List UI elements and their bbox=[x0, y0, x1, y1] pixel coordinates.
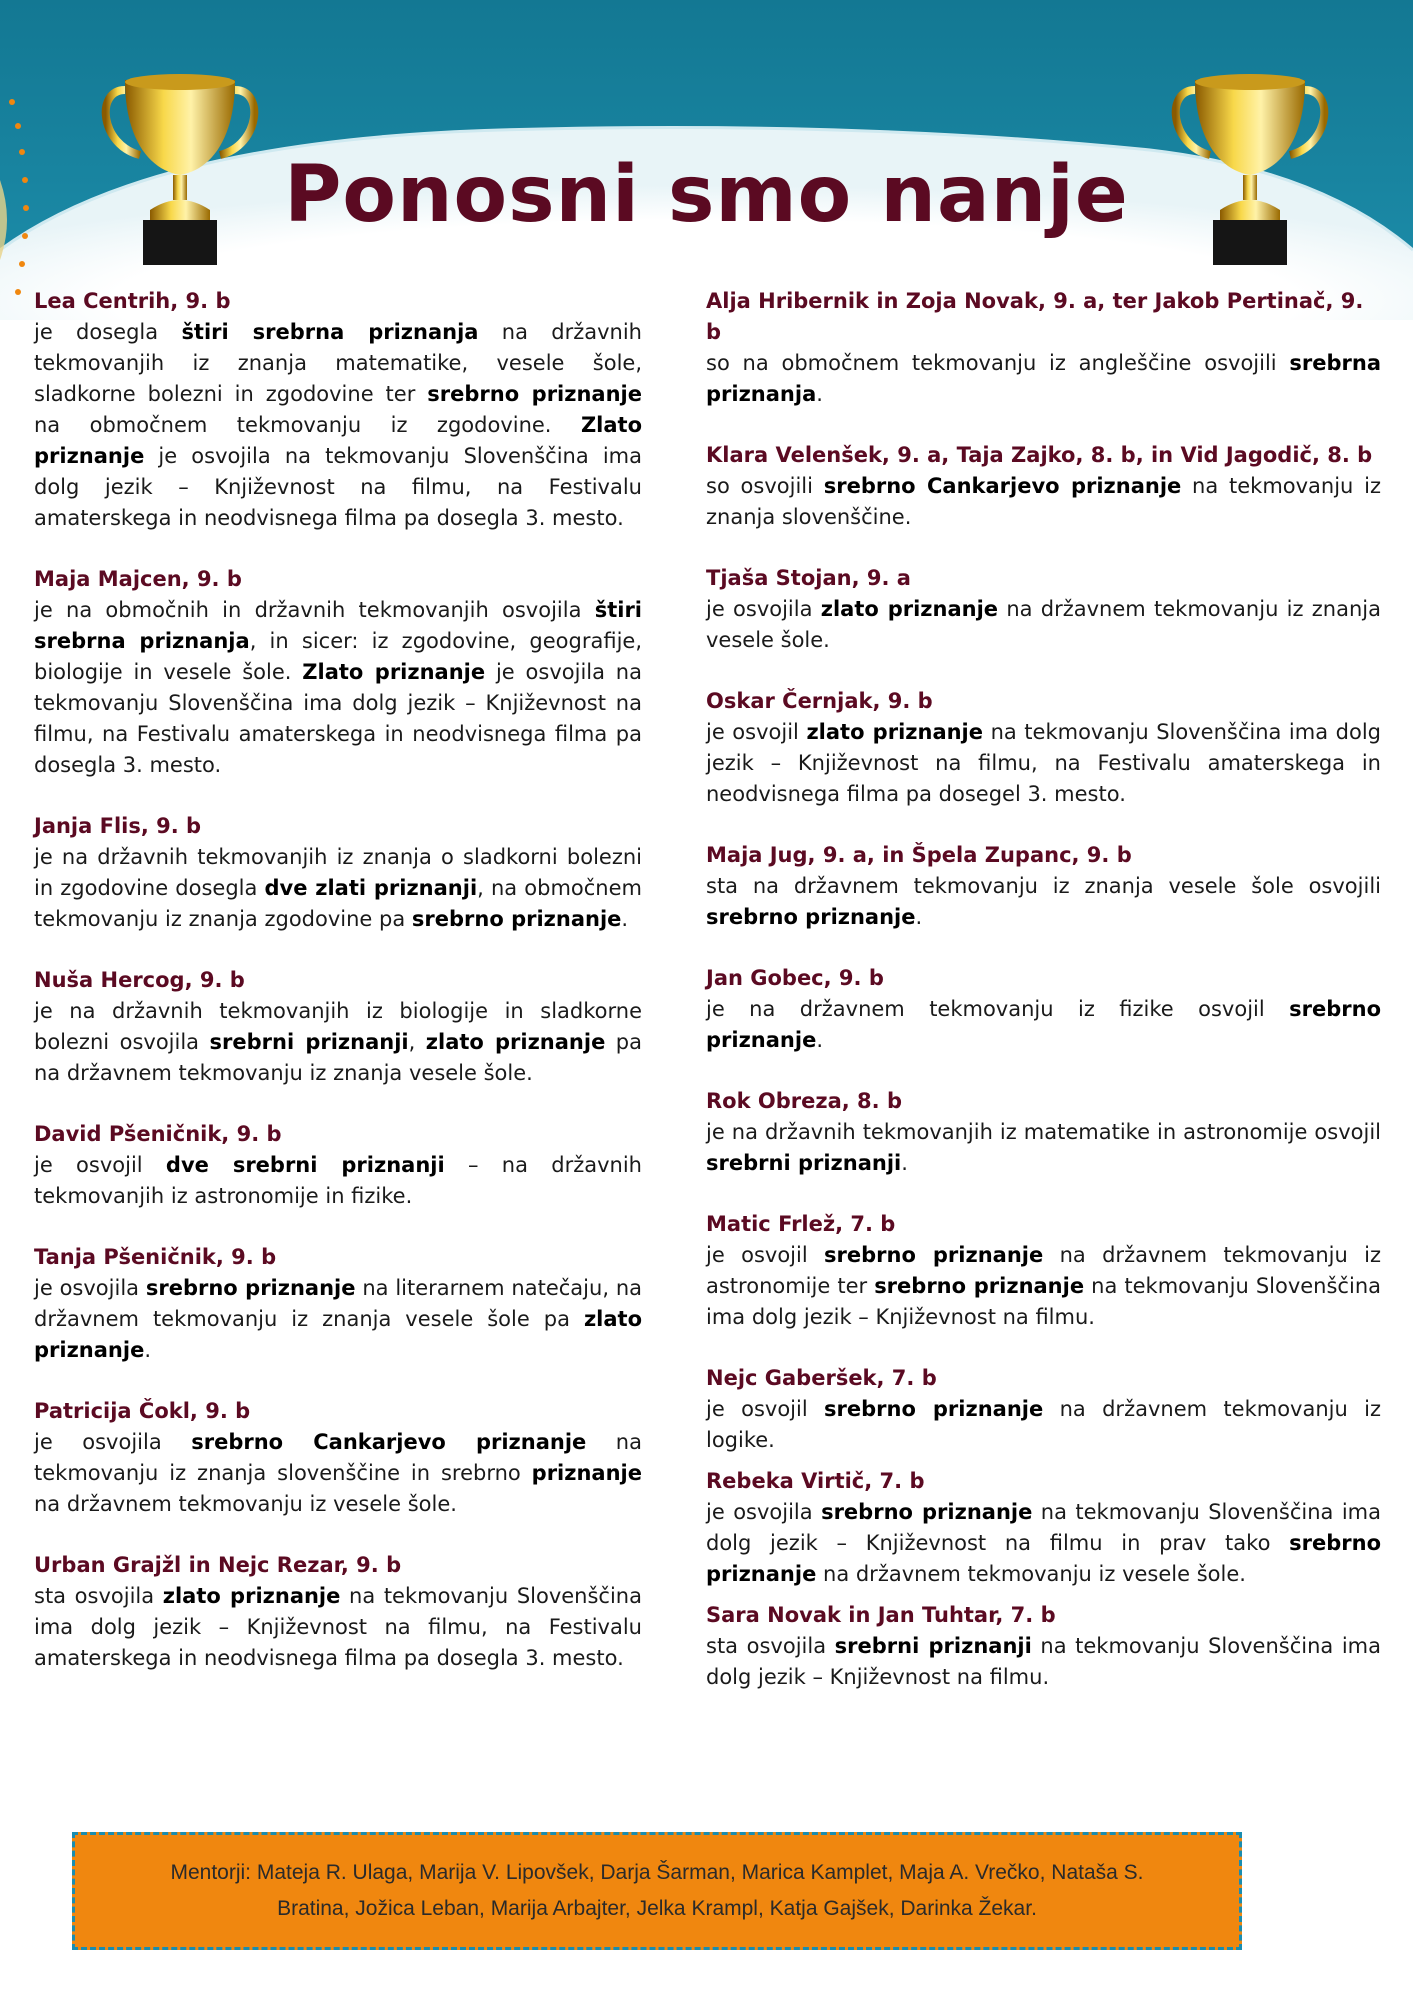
text-run: na tekmovanju iz znanja slovenščine. bbox=[706, 474, 1381, 529]
achievement-entry bbox=[34, 1119, 642, 1212]
mentors-text bbox=[170, 1855, 1143, 1927]
achievement-entry bbox=[706, 1086, 1381, 1179]
text-run: je na državnih tekmovanjih iz biologije in sladkorne bolezni osvojila bbox=[34, 999, 642, 1054]
achievement-entry bbox=[34, 1242, 642, 1366]
student-name: Rebeka Virtič, 7. b bbox=[706, 1469, 925, 1493]
award-highlight: srebrni priznanji bbox=[706, 1151, 902, 1175]
text-run: . bbox=[816, 1028, 824, 1052]
achievement-text bbox=[34, 317, 642, 534]
achievement-entry bbox=[706, 1363, 1381, 1456]
text-run: na tekmovanju Slovenščina ima dolg jezik – Književnost na filmu in prav tako bbox=[706, 1500, 1381, 1555]
achievement-entry bbox=[706, 1466, 1381, 1590]
text-run: je na državnih tekmovanjih iz matematike in astronomije osvojil bbox=[706, 1120, 1381, 1144]
text-run: je na območnih in državnih tekmovanjih osvojila bbox=[34, 598, 595, 622]
text-run: na državnem tekmovanju iz logike. bbox=[706, 1397, 1381, 1452]
award-highlight: dve zlati priznanji bbox=[264, 876, 478, 900]
text-run: je osvojila na tekmovanju Slovenščina ima dolg jezik – Književnost na filmu, na Festivalu amaterskega in neodvisnega filma pa dosegla 3. mesto. bbox=[34, 444, 642, 530]
award-highlight: srebrno priznanje bbox=[824, 1243, 1044, 1267]
award-highlight: srebrno priznanje bbox=[427, 382, 642, 406]
award-highlight: srebrni priznanji bbox=[834, 1634, 1032, 1658]
text-run: je osvojila bbox=[706, 597, 821, 621]
mentors-line-1: Mentorji: Mateja R. Ulaga, Marija V. Lipovšek, Darja Šarman, Marica Kamplet, Maja A. Vrečko, Nataša S. bbox=[170, 1861, 1144, 1884]
award-highlight: zlato priznanje bbox=[820, 597, 999, 621]
achievement-entry bbox=[34, 286, 642, 534]
award-highlight: srebrno priznanje bbox=[411, 907, 622, 931]
achievement-entry bbox=[706, 1209, 1381, 1333]
text-run: na območnem tekmovanju iz zgodovine. bbox=[34, 413, 581, 437]
student-name: Patricija Čokl, 9. b bbox=[34, 1399, 251, 1423]
award-highlight: srebrno priznanje bbox=[824, 1397, 1044, 1421]
achievement-text bbox=[34, 595, 642, 781]
student-name: Matic Frlež, 7. b bbox=[706, 1212, 896, 1236]
text-run: na tekmovanju iz znanja slovenščine in srebrno bbox=[34, 1430, 642, 1485]
text-run: je osvojil bbox=[706, 1243, 825, 1267]
award-highlight: dve srebrni priznanji bbox=[165, 1153, 445, 1177]
award-highlight: štiri srebrna priznanja bbox=[34, 598, 642, 653]
achievement-text bbox=[34, 842, 642, 935]
text-run: je osvojil bbox=[706, 1397, 825, 1421]
text-run: je osvojila bbox=[34, 1430, 192, 1454]
achievement-text bbox=[706, 1497, 1381, 1590]
text-run: sta osvojila bbox=[34, 1584, 163, 1608]
award-highlight: srebrno priznanje bbox=[821, 1500, 1033, 1524]
student-name: Urban Grajžl in Nejc Rezar, 9. b bbox=[34, 1553, 402, 1577]
award-highlight: zlato priznanje bbox=[162, 1584, 341, 1608]
achievement-entry bbox=[706, 840, 1381, 933]
student-name: Nuša Hercog, 9. b bbox=[34, 968, 245, 992]
achievement-text bbox=[706, 717, 1381, 810]
student-name: Sara Novak in Jan Tuhtar, 7. b bbox=[706, 1603, 1056, 1627]
achievement-text bbox=[706, 994, 1381, 1056]
student-name: Alja Hribernik in Zoja Novak, 9. a, ter Jakob Pertinač, 9. b bbox=[706, 289, 1364, 344]
achievement-entry bbox=[706, 440, 1381, 533]
text-run: je na državnem tekmovanju iz fizike osvojil bbox=[706, 997, 1290, 1021]
text-run: na državnih tekmovanjih iz znanja matematike, vesele šole, sladkorne bolezni in zgodovine ter bbox=[34, 320, 642, 406]
award-highlight: srebrni priznanji bbox=[209, 1030, 409, 1054]
student-name: Jan Gobec, 9. b bbox=[706, 966, 884, 990]
text-run: na tekmovanju Slovenščina ima dolg jezik – Književnost na filmu. bbox=[706, 1274, 1381, 1329]
award-highlight: Zlato priznanje bbox=[302, 660, 486, 684]
student-name: Oskar Černjak, 9. b bbox=[706, 689, 933, 713]
text-run: pa na državnem tekmovanju iz znanja vesele šole. bbox=[34, 1030, 643, 1085]
student-name: Nejc Gaberšek, 7. b bbox=[706, 1366, 937, 1390]
student-name: Maja Jug, 9. a, in Špela Zupanc, 9. b bbox=[706, 843, 1132, 867]
page-title: Ponosni smo nanje bbox=[284, 150, 1129, 240]
award-highlight: srebrno priznanje bbox=[706, 1531, 1381, 1586]
achievement-entry bbox=[706, 963, 1381, 1056]
text-run: , in sicer: iz zgodovine, geografije, biologije in vesele šole. bbox=[34, 629, 642, 684]
award-highlight: srebrno Cankarjevo priznanje bbox=[823, 474, 1182, 498]
student-name: Klara Velenšek, 9. a, Taja Zajko, 8. b, in Vid Jagodič, 8. b bbox=[706, 443, 1373, 467]
text-run: . bbox=[621, 907, 629, 931]
achievement-entry bbox=[34, 564, 642, 781]
achievement-text bbox=[706, 594, 1381, 656]
achievement-text bbox=[706, 471, 1381, 533]
award-highlight: Zlato priznanje bbox=[34, 413, 642, 468]
achievement-text bbox=[706, 1394, 1381, 1456]
achievement-text bbox=[34, 1273, 642, 1366]
text-run: . bbox=[144, 1338, 152, 1362]
achievement-text bbox=[34, 1427, 642, 1520]
text-run: je dosegla bbox=[34, 320, 182, 344]
text-run: na državnem tekmovanju iz vesele šole. bbox=[816, 1562, 1246, 1586]
achievement-text bbox=[706, 1240, 1381, 1333]
achievement-text bbox=[706, 348, 1381, 410]
award-highlight: srebrno priznanje bbox=[874, 1274, 1085, 1298]
text-run: . bbox=[915, 905, 923, 929]
award-highlight: srebrno priznanje bbox=[706, 905, 916, 929]
achievement-entry bbox=[34, 811, 642, 935]
achievement-entry bbox=[34, 965, 642, 1089]
text-run: je osvojil bbox=[706, 720, 807, 744]
award-highlight: srebrna priznanja bbox=[706, 351, 1381, 406]
achievement-text bbox=[34, 1581, 642, 1674]
text-run: je osvojila bbox=[706, 1500, 822, 1524]
award-highlight: srebrno priznanje bbox=[145, 1276, 356, 1300]
achievement-entry bbox=[706, 563, 1381, 656]
right-column bbox=[706, 286, 1381, 1693]
award-highlight: zlato priznanje bbox=[425, 1030, 606, 1054]
student-name: Lea Centrih, 9. b bbox=[34, 289, 231, 313]
award-highlight: srebrno priznanje bbox=[706, 997, 1381, 1052]
student-name: Maja Majcen, 9. b bbox=[34, 567, 242, 591]
text-run: je osvojila bbox=[34, 1276, 146, 1300]
text-run: . bbox=[816, 382, 823, 406]
student-name: David Pšeničnik, 9. b bbox=[34, 1122, 282, 1146]
text-run: na državnem tekmovanju iz astronomije ter bbox=[706, 1243, 1381, 1298]
text-run: – na državnih tekmovanjih iz astronomije in fizike. bbox=[34, 1153, 642, 1208]
achievement-text bbox=[706, 871, 1381, 933]
text-run: so osvojili bbox=[706, 474, 824, 498]
achievement-text bbox=[34, 1150, 642, 1212]
achievement-text bbox=[34, 996, 642, 1089]
text-run: je na državnih tekmovanjih iz znanja o sladkorni bolezni in zgodovine dosegla bbox=[34, 845, 642, 900]
mentors-line-2: Bratina, Jožica Leban, Marija Arbajter, Jelka Krampl, Katja Gajšek, Darinka Žekar. bbox=[277, 1897, 1037, 1920]
achievement-text bbox=[706, 1117, 1381, 1179]
left-column bbox=[34, 286, 642, 1674]
text-run: na tekmovanju Slovenščina ima dolg jezik – Književnost na filmu, na Festivalu amaterskega in neodvisnega filma pa dosegel 3. mesto. bbox=[706, 720, 1381, 806]
text-run: je osvojila na tekmovanju Slovenščina ima dolg jezik – Književnost na filmu, na Festivalu amaterskega in neodvisnega filma pa dosegla 3. mesto. bbox=[34, 660, 642, 777]
award-highlight: zlato priznanje bbox=[34, 1307, 642, 1362]
text-run: so na območnem tekmovanju iz angleščine osvojili bbox=[706, 351, 1290, 375]
text-run: na državnem tekmovanju iz znanja vesele šole. bbox=[706, 597, 1381, 652]
text-run: na državnem tekmovanju iz vesele šole. bbox=[34, 1492, 457, 1516]
achievement-entry bbox=[706, 1600, 1381, 1693]
award-highlight: zlato priznanje bbox=[806, 720, 984, 744]
student-name: Janja Flis, 9. b bbox=[34, 814, 202, 838]
award-highlight: srebrno Cankarjevo priznanje bbox=[191, 1430, 587, 1454]
text-run: , bbox=[408, 1030, 426, 1054]
text-run: na literarnem natečaju, na državnem tekmovanju iz znanja vesele šole pa bbox=[34, 1276, 642, 1331]
award-highlight: štiri srebrna priznanja bbox=[181, 320, 479, 344]
achievement-entry bbox=[34, 1396, 642, 1520]
mentors-box bbox=[72, 1832, 1242, 1950]
achievement-entry bbox=[34, 1550, 642, 1674]
text-run: sta na državnem tekmovanju iz znanja vesele šole osvojili bbox=[706, 874, 1381, 898]
award-highlight: priznanje bbox=[531, 1461, 642, 1485]
achievement-entry bbox=[706, 686, 1381, 810]
student-name: Rok Obreza, 8. b bbox=[706, 1089, 902, 1113]
text-run: . bbox=[901, 1151, 908, 1175]
achievement-text bbox=[706, 1631, 1381, 1693]
text-run: na tekmovanju Slovenščina ima dolg jezik – Književnost na filmu. bbox=[706, 1634, 1381, 1689]
text-run: , na območnem tekmovanju iz znanja zgodovine pa bbox=[34, 876, 642, 931]
text-run: na tekmovanju Slovenščina ima dolg jezik – Književnost na filmu, na Festivalu amaterskega in neodvisnega filma pa dosegla 3. mesto. bbox=[34, 1584, 642, 1670]
achievement-entry bbox=[706, 286, 1381, 410]
student-name: Tjaša Stojan, 9. a bbox=[706, 566, 911, 590]
text-run: je osvojil bbox=[34, 1153, 166, 1177]
student-name: Tanja Pšeničnik, 9. b bbox=[34, 1245, 277, 1269]
text-run: sta osvojila bbox=[706, 1634, 835, 1658]
